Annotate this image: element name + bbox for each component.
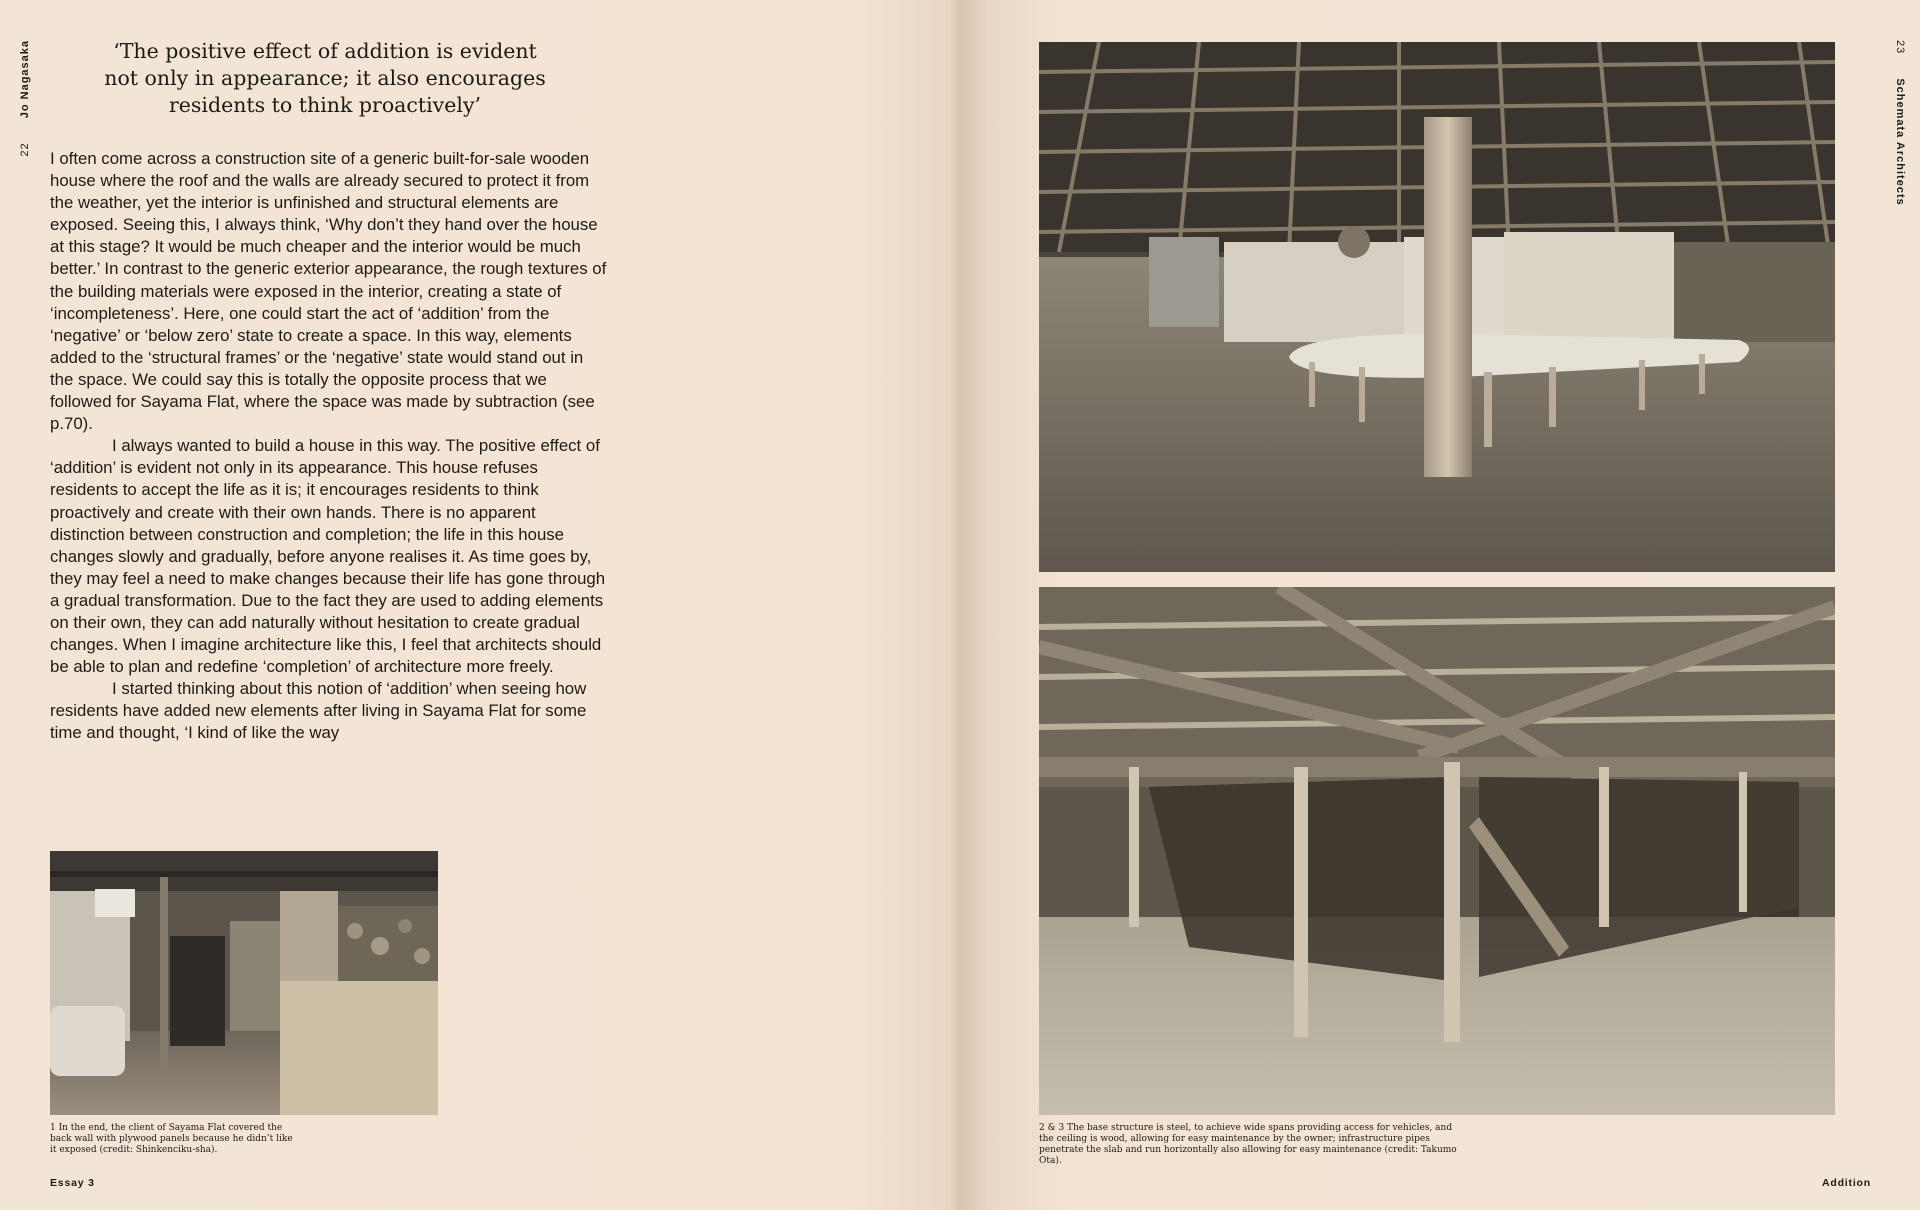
- page-number-right: 23: [1894, 40, 1906, 55]
- page-number-left: 22: [19, 142, 31, 157]
- photo-sayama-flat-interior: [50, 851, 438, 1115]
- photo-wood-ceiling-interior: [1039, 42, 1835, 572]
- pull-quote: ‘The positive effect of addition is evident not only in appearance; it also encourages residents to think proactively’: [104, 39, 546, 117]
- paragraph: I started thinking about this notion of ‘addition’ when seeing how residents have added new elements after living in Sayama Flat for some time and thought, ‘I kind of like the way: [50, 679, 587, 743]
- footer-left: Essay 3: [50, 1177, 95, 1189]
- photo-steel-structure-ground-floor: [1039, 587, 1835, 1115]
- photo-2-3-caption: 2 & 3 The base structure is steel, to achieve wide spans providing access for vehicles, and the ceiling is wood, allowing for easy maintenance by the owner; infrastructure pipes penetrate the slab and run horizontally also allowing for easy maintenance (credit: Takumo Ota).: [1039, 1123, 1457, 1166]
- paragraph: I always wanted to build a house in this way. The positive effect of ‘addition’ is evident not only in its appearance. This house refuses residents to accept the life as it is; it encourages residents to think proactively and create with their own hands. There is no apparent distinction between construction and completion; the life in this house changes slowly and gradually, before anyone realises it. As time goes by, they may feel a need to make changes because their life has gone through a gradual transformation. Due to the fact they are used to adding elements on their own, they can add naturally without hesitation to create gradual changes. When I imagine architecture like this, I feel that architects should be able to plan and redefine ‘completion’ of architecture more freely.: [50, 436, 606, 677]
- right-running-head: [1894, 40, 1906, 206]
- paragraph: I often come across a construction site of a generic built-for-sale wooden house where the roof and the walls are already secured to protect it from the weather, yet the interior is unfinished and structural elements are exposed. Seeing this, I always think, ‘Why don’t they hand over the house at this stage? It would be much cheaper and the interior would be much better.’ In contrast to the generic exterior appearance, the rough textures of the building materials were exposed in the interior, creating a state of ‘incompleteness’. Here, one could start the act of ‘addition’ from the ‘negative’ or ‘below zero’ state to create a space. In this way, elements added to the ‘structural frames’ or the ‘negative’ state would stand out in the space. We could say this is totally the opposite process that we followed for Sayama Flat, where the space was made by subtraction (see p.70).: [50, 149, 607, 434]
- section-name: Schemata Architects: [1894, 78, 1906, 206]
- footer-right: Addition: [1822, 1177, 1871, 1189]
- photo-1-caption: 1 In the end, the client of Sayama Flat covered the back wall with plywood panels because he didn’t like it exposed (credit: Shinkenciku-sha).: [50, 1123, 293, 1155]
- left-running-head: [19, 40, 31, 157]
- essay-body: [50, 148, 610, 745]
- author-name: Jo Nagasaka: [19, 40, 31, 119]
